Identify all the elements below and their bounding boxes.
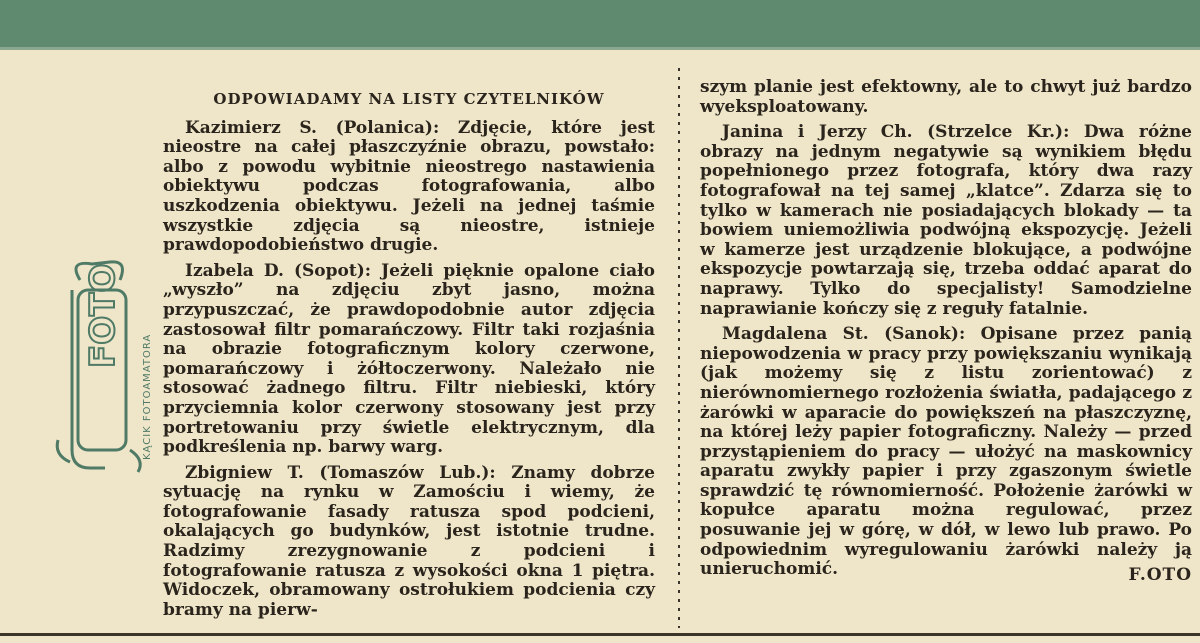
letter-author: Zbigniew T. (Tomaszów Lub.): bbox=[185, 462, 496, 483]
letter-text: Opisane przez panią niepowodzenia w pracy przy powiększaniu wynikają (jak możemy się z listu zorientować) z nierównomiernego rozłożenia światła, padającego z żarówki w aparacie do powiększeń na płaszczyznę, na której leży papier fotograficzny. Należy — przed przystąpieniem do pracy — ułożyć na maskownicy aparatu zwykły papier i przy zgaszonym świetle sprawdzić tę równomierność. Położenie żarówki w kopułce aparatu można regulować, przez posuwanie jej w górę, w dół, w lewo lub prawo. Po odpowiednim wyregulowaniu żarówki należy ją unieruchomić. bbox=[700, 324, 1192, 580]
signature: F.OTO bbox=[1128, 564, 1192, 585]
foto-corner-logo bbox=[50, 250, 165, 480]
letter-author: Magdalena St. (Sanok): bbox=[722, 324, 966, 345]
letter-izabela bbox=[163, 262, 655, 458]
column-heading: ODPOWIADAMY NA LISTY CZYTELNIKÓW bbox=[213, 90, 605, 108]
letter-author: Janina i Jerzy Ch. (Strzelce Kr.): bbox=[722, 122, 1070, 143]
bottom-rule bbox=[0, 633, 1200, 636]
letter-text: Znamy dobrze sytuację na rynku w Zamościu i wiemy, że fotografowanie fasady ratusza spod podcieni, okalających go budynków, jest istotnie trudne. Radzimy zrezygnowanie z podcieni i fotografowanie ratusza z wysokości okna 1 piętra. Widoczek, obramowany ostrołukiem podcienia czy bramy na pierw- bbox=[163, 462, 655, 620]
logo-text: FOTO bbox=[83, 263, 123, 368]
right-column bbox=[700, 78, 1192, 585]
letter-continuation: szym planie jest efektowny, ale to chwyt już bardzo wyeksploatowany. bbox=[700, 77, 1192, 117]
letter-zbigniew bbox=[163, 464, 655, 621]
letter-text: Dwa różne obrazy na jednym negatywie są wynikiem błędu popełnionego przez fotografa, który dwa razy fotografował na tej samej „klatce”. Zdarza się to tylko w kamerach nie posiadających blokady — ta bowiem uniemożliwia podwójną ekspozycję. Jeżeli w kamerze jest urządzenie blokujące, a podwójne ekspozycje powtarzają się, trzeba oddać aparat do naprawy. Tylko do specjalisty! Samodzielne naprawianie kończy się z reguły fatalnie. bbox=[700, 122, 1192, 319]
top-band-edge bbox=[0, 47, 1200, 50]
letter-text: Zdjęcie, które jest nieostre na całej płaszczyźnie obrazu, powstało: albo z powodu wybitnie nieostrego nastawienia obiektywu podczas fotografowania, albo uszkodzenia obiektywu. Jeżeli na jednej taśmie wszystkie zdjęcia są nieostre, istnieje prawdopodobieństwo drugie. bbox=[163, 117, 655, 256]
letter-author: Kazimierz S. (Polanica): bbox=[185, 117, 440, 138]
left-column bbox=[163, 72, 655, 626]
letter-author: Izabela D. (Sopot): bbox=[185, 260, 372, 281]
top-color-band bbox=[0, 0, 1200, 47]
logo-subtext: KĄCIK FOTOAMATORA bbox=[142, 333, 153, 460]
letter-magdalena bbox=[700, 325, 1192, 580]
column-divider bbox=[678, 68, 680, 628]
letter-text: Jeżeli pięknie opalone ciało „wyszło” na zdjęciu zbyt jasno, można przypuszczać, że prawdopodobnie autor zdjęcia zastosował filtr pomarańczowy. Filtr taki rozjaśnia na obrazie fotograficznym kolory czerwone, pomarańczowy i żółtoczerwony. Należało nie stosować żadnego filtru. Filtr niebieski, który przyciemnia kolor czerwony stosowany jest przy portretowaniu przy świetle elektrycznym, dla podkreślenia np. barwy warg. bbox=[163, 260, 655, 458]
letter-kazimierz bbox=[163, 119, 655, 256]
letter-janina-jerzy bbox=[700, 123, 1192, 319]
